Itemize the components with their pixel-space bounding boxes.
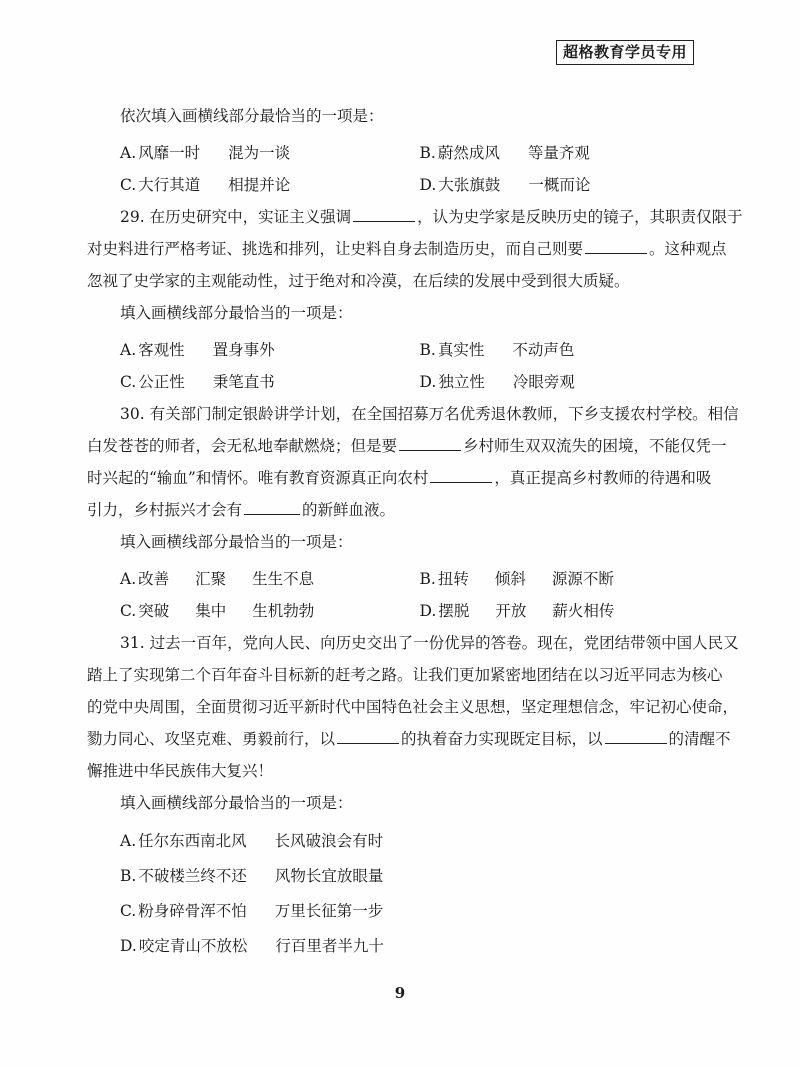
text: 引力，乡村振兴才会有 xyxy=(87,501,243,519)
option-word: 大张旗鼓 xyxy=(438,176,501,194)
option-word: 行百里者半九十 xyxy=(275,937,384,955)
option-word: 摆脱 xyxy=(438,602,470,620)
q29-line-3 xyxy=(87,265,719,297)
q28-options-row-1 xyxy=(87,137,719,169)
option-word: 生机勃勃 xyxy=(252,602,315,620)
text: 31. 过去一百年，党向人民、向历史交出了一份优异的答卷。现在，党团结带领中国人民又 xyxy=(120,634,739,652)
q30-line-3 xyxy=(87,462,719,494)
option-letter: D. xyxy=(419,176,437,194)
text: 。这种观点 xyxy=(649,240,727,258)
q31-line-5 xyxy=(87,755,719,787)
option-word: 真实性 xyxy=(437,341,485,359)
option-letter: B. xyxy=(419,570,436,588)
option-word: 改善 xyxy=(138,570,170,588)
text: 乡村师生双双流失的困境，不能仅凭一 xyxy=(463,437,727,455)
q31-prompt: 填入画横线部分最恰当的一项是： xyxy=(120,794,353,812)
q30-option-c[interactable] xyxy=(120,595,420,627)
q28-option-d[interactable] xyxy=(420,169,720,201)
q28-options-row-2 xyxy=(87,169,719,201)
option-word: 混为一谈 xyxy=(228,144,291,162)
option-word: 等量齐观 xyxy=(527,144,590,162)
option-word: 相提并论 xyxy=(228,176,291,194)
page-content xyxy=(87,100,743,964)
option-word: 风靡一时 xyxy=(138,144,201,162)
q31-option-b[interactable] xyxy=(87,859,719,894)
q29-line-1 xyxy=(87,201,743,233)
text: 勠力同心、攻坚克难、勇毅前行，以 xyxy=(87,730,336,748)
text: 时兴起的“输血”和情怀。唯有教育资源真正向农村 xyxy=(87,469,429,487)
q31-option-d[interactable] xyxy=(87,929,719,964)
option-word: 公正性 xyxy=(138,373,185,391)
text: 的新鲜血液。 xyxy=(302,501,396,519)
option-word: 长风破浪会有时 xyxy=(274,832,384,850)
option-word: 置身事外 xyxy=(212,341,275,359)
option-word: 万里长征第一步 xyxy=(274,902,384,920)
option-word: 生生不息 xyxy=(252,570,315,588)
option-word: 风物长宜放眼量 xyxy=(274,867,384,885)
q30-line-1 xyxy=(87,398,739,430)
text: 对史料进行严格考证、挑选和排列，让史料自身去制造历史，而自己则要 xyxy=(87,240,584,258)
text: 的清醒不 xyxy=(668,730,731,748)
q31-line-1 xyxy=(87,627,739,659)
text: 的党中央周围，全面贯彻习近平新时代中国特色社会主义思想，坚定理想信念，牢记初心使命， xyxy=(87,698,739,716)
q30-options-row-1 xyxy=(87,563,719,595)
option-word: 一概而论 xyxy=(528,176,591,194)
option-letter: C. xyxy=(120,902,137,920)
option-letter: A. xyxy=(120,341,137,359)
option-word: 冷眼旁观 xyxy=(512,373,575,391)
q29-option-c[interactable] xyxy=(120,366,420,398)
answer-blank xyxy=(399,436,461,451)
q31-option-c[interactable] xyxy=(87,894,719,929)
text: 30. 有关部门制定银龄讲学计划，在全国招募万名优秀退休教师，下乡支援农村学校。相信 xyxy=(120,405,739,423)
option-word: 客观性 xyxy=(138,341,185,359)
option-letter: D. xyxy=(419,373,437,391)
option-word: 大行其道 xyxy=(138,176,201,194)
q28-option-c[interactable] xyxy=(120,169,420,201)
option-letter: B. xyxy=(419,341,436,359)
option-letter: A. xyxy=(120,832,137,850)
q29-option-d[interactable] xyxy=(420,366,720,398)
option-word: 薪火相传 xyxy=(552,602,615,620)
q31-line-2 xyxy=(87,659,723,691)
option-word: 源源不断 xyxy=(551,570,614,588)
text: 忽视了史学家的主观能动性，过于绝对和冷漠，在后续的发展中受到很大质疑。 xyxy=(87,272,630,290)
q30-prompt: 填入画横线部分最恰当的一项是： xyxy=(120,533,353,551)
q30-options-row-2 xyxy=(87,595,719,627)
option-word: 咬定青山不放松 xyxy=(138,937,248,955)
option-word: 独立性 xyxy=(438,373,485,391)
option-word: 倾斜 xyxy=(494,570,526,588)
answer-blank xyxy=(353,207,415,222)
header-badge: 超格教育学员专用 xyxy=(556,40,694,65)
option-word: 秉笔直书 xyxy=(212,373,275,391)
option-word: 粉身碎骨浑不怕 xyxy=(138,902,247,920)
q29-options-row-1 xyxy=(87,334,719,366)
q30-line-2 xyxy=(87,430,727,462)
answer-blank xyxy=(337,729,399,744)
page-number: 9 xyxy=(394,984,406,1002)
option-word: 蔚然成风 xyxy=(437,144,500,162)
q28-prompt: 依次填入画横线部分最恰当的一项是： xyxy=(120,107,384,125)
q28-option-b[interactable] xyxy=(420,137,720,169)
option-letter: A. xyxy=(120,144,137,162)
q31-line-4 xyxy=(87,723,731,755)
option-word: 汇聚 xyxy=(195,570,227,588)
answer-blank xyxy=(430,468,492,483)
option-letter: A. xyxy=(120,570,137,588)
q29-options-row-2 xyxy=(87,366,719,398)
option-letter: D. xyxy=(120,937,137,955)
option-letter: B. xyxy=(120,867,137,885)
option-word: 开放 xyxy=(495,602,527,620)
q30-option-a[interactable] xyxy=(120,563,420,595)
text: 的执着奋力实现既定目标，以 xyxy=(401,730,603,748)
option-letter: C. xyxy=(120,176,137,194)
option-word: 不破楼兰终不还 xyxy=(138,867,247,885)
q31-line-3 xyxy=(87,691,739,723)
text: 29. 在历史研究中，实证主义强调 xyxy=(120,208,352,226)
q29-option-a[interactable] xyxy=(120,334,420,366)
q29-option-b[interactable] xyxy=(420,334,720,366)
text: 踏上了实现第二个百年奋斗目标新的赶考之路。让我们更加紧密地团结在以习近平同志为核心 xyxy=(87,666,723,684)
option-word: 任尔东西南北风 xyxy=(138,832,247,850)
q31-option-a[interactable] xyxy=(87,824,719,859)
text: ，真正提高乡村教师的待遇和吸 xyxy=(494,469,712,487)
option-word: 突破 xyxy=(138,602,170,620)
answer-blank xyxy=(244,500,300,515)
text: 白发苍苍的师者，会无私地奉献燃烧；但是要 xyxy=(87,437,398,455)
answer-blank xyxy=(585,239,647,254)
option-letter: C. xyxy=(120,373,137,391)
option-word: 集中 xyxy=(195,602,227,620)
q30-option-b[interactable] xyxy=(420,563,720,595)
option-letter: B. xyxy=(419,144,436,162)
option-letter: C. xyxy=(120,602,137,620)
option-letter: D. xyxy=(419,602,437,620)
text: ，认为史学家是反映历史的镜子，其职责仅限于 xyxy=(417,208,743,226)
q30-line-4 xyxy=(87,494,719,526)
q28-option-a[interactable] xyxy=(120,137,420,169)
q29-line-2 xyxy=(87,233,727,265)
option-word: 扭转 xyxy=(437,570,469,588)
option-word: 不动声色 xyxy=(512,341,575,359)
answer-blank xyxy=(605,729,667,744)
text: 懈推进中华民族伟大复兴！ xyxy=(87,762,274,780)
q30-option-d[interactable] xyxy=(420,595,720,627)
q29-prompt: 填入画横线部分最恰当的一项是： xyxy=(120,304,353,322)
